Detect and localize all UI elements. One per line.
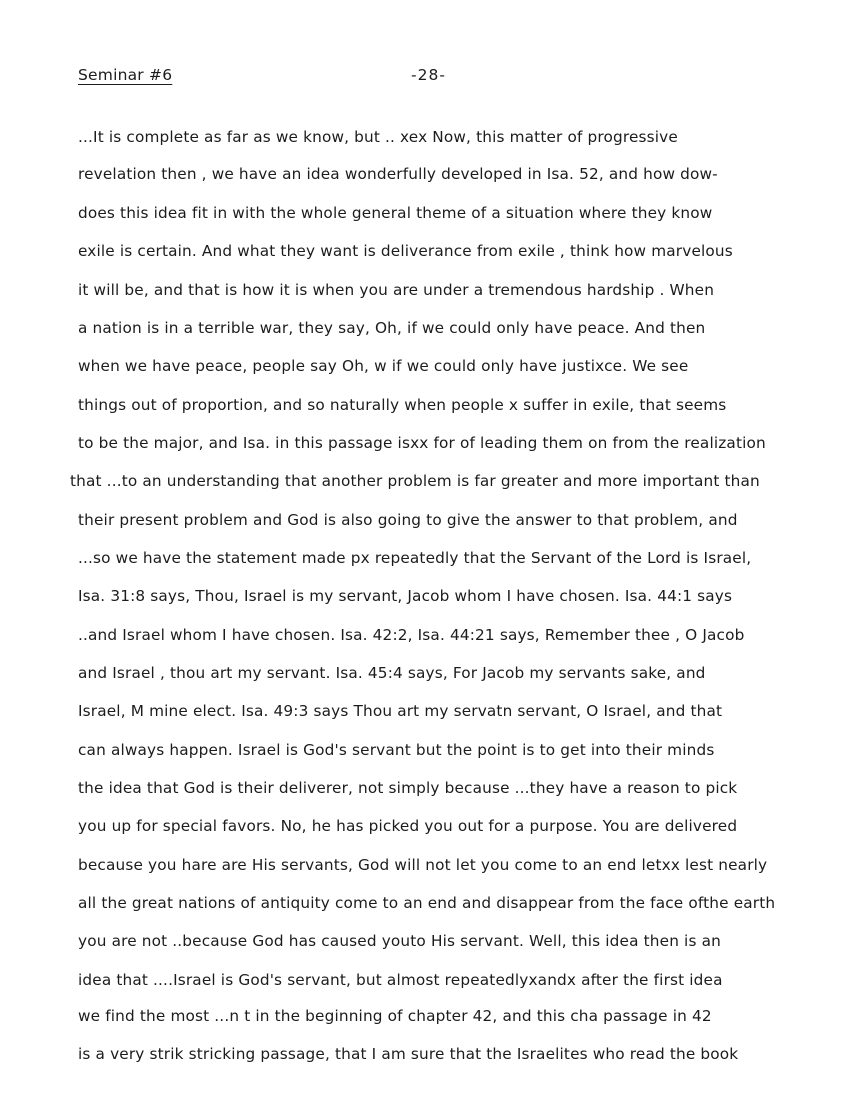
text-line: idea that ....Israel is God's servant, but almost repeatedlyxandx after the first idea	[78, 971, 723, 989]
text-line: exile is certain. And what they want is deliverance from exile , think how marvelous	[78, 242, 733, 260]
text-line: their present problem and God is also going to give the answer to that problem, and	[78, 511, 738, 529]
text-line: things out of proportion, and so naturally when people x suffer in exile, that seems	[78, 396, 727, 414]
text-line: ...so we have the statement made px repeatedly that the Servant of the Lord is Israel,	[78, 549, 752, 567]
text-line: when we have peace, people say Oh, w if we could only have justixce. We see	[78, 357, 689, 375]
page-number: -28-	[411, 66, 446, 84]
seminar-title: Seminar #6	[78, 66, 173, 84]
text-line: all the great nations of antiquity come to an end and disappear from the face ofthe earth	[78, 894, 776, 912]
text-line: a nation is in a terrible war, they say, Oh, if we could only have peace. And then	[78, 319, 706, 337]
text-line: you are not ..because God has caused youto His servant. Well, this idea then is an	[78, 932, 721, 950]
text-line: Israel, M mine elect. Isa. 49:3 says Thou art my servatn servant, O Israel, and that	[78, 702, 723, 720]
text-line: Isa. 31:8 says, Thou, Israel is my servant, Jacob whom I have chosen. Isa. 44:1 says	[78, 587, 733, 605]
text-line: does this idea fit in with the whole general theme of a situation where they know	[78, 204, 713, 222]
text-line: we find the most ...n t in the beginning of chapter 42, and this cha passage in 42	[78, 1007, 712, 1025]
text-line: because you hare are His servants, God will not let you come to an end letxx lest nearly	[78, 856, 768, 874]
text-line: ..and Israel whom I have chosen. Isa. 42:2, Isa. 44:21 says, Remember thee , O Jacob	[78, 626, 745, 644]
text-line: it will be, and that is how it is when you are under a tremendous hardship . When	[78, 281, 715, 299]
text-line: to be the major, and Isa. in this passage isxx for of leading them on from the realization	[78, 434, 766, 452]
text-line: you up for special favors. No, he has picked you out for a purpose. You are delivered	[78, 817, 738, 835]
text-line: that ...to an understanding that another problem is far greater and more important than	[70, 472, 760, 490]
text-line: revelation then , we have an idea wonderfully developed in Isa. 52, and how dow-	[78, 165, 718, 183]
text-line: is a very strik stricking passage, that I am sure that the Israelites who read the book	[78, 1045, 739, 1063]
text-line: and Israel , thou art my servant. Isa. 45:4 says, For Jacob my servants sake, and	[78, 664, 706, 682]
text-line: the idea that God is their deliverer, not simply because ...they have a reason to pick	[78, 779, 738, 797]
text-line: ...It is complete as far as we know, but .. xex Now, this matter of progressive	[78, 128, 678, 146]
text-line: can always happen. Israel is God's servant but the point is to get into their minds	[78, 741, 715, 759]
